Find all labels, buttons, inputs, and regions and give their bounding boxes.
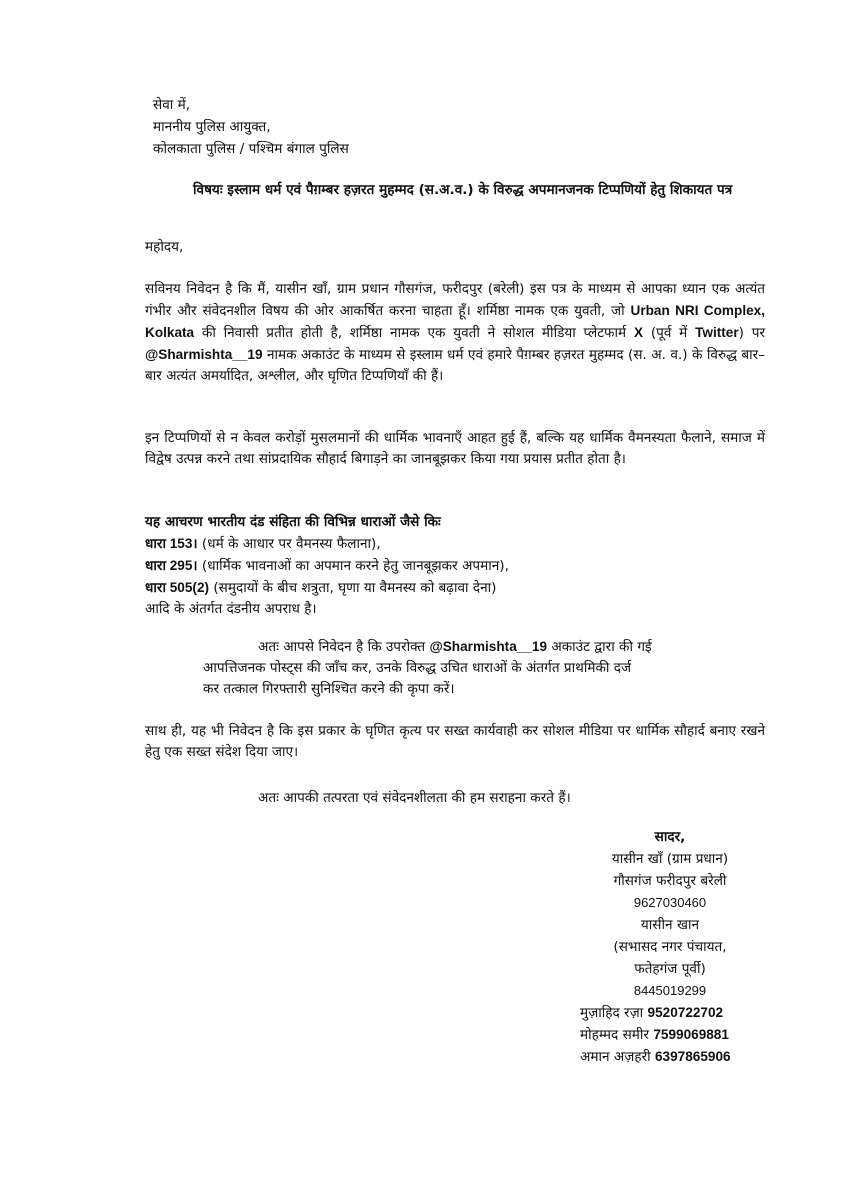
contact-name: अमान अज़हरी — [580, 1049, 655, 1065]
section-item — [145, 555, 765, 577]
signatory-phone: 8445019299 — [633, 983, 707, 998]
text-run: सविनय निवेदन है कि मैं, यासीन खाँ, ग्राम प्रधान गौसगंज, फरीदपुर (बरेली) इस पत्र के माध्यम से आपका ध्यान एक अत्यंत गंभीर और संवेदनशील विषय की ओर आकर्षित करना चाहता हूँ। शर्मिष्ठा नामक एक युवती, जो — [145, 281, 765, 319]
contact-line — [560, 1046, 780, 1068]
paragraph-impact: इन टिप्पणियों से न केवल करोड़ों मुसलमानों की धार्मिक भावनाएँ आहत हुई हैं, बल्कि यह धार्मिक वैमनस्यता फैलाने, समाज में विद्वेष उत्पन्न करने तथा सांप्रदायिक सौहार्द बिगाड़ने का जानबूझकर किया गया प्रयास प्रतीत होता है। — [145, 430, 765, 467]
contact-line — [560, 1024, 780, 1046]
paragraph-closing: अतः आपकी तत्परता एवं संवेदनशीलता की हम सराहना करते हैं। — [258, 790, 571, 806]
signatory-place: गौसगंज फरीदपुर बरेली — [613, 873, 727, 889]
signatory-role: फतेहगंज पूर्वी) — [634, 961, 706, 977]
request-line — [258, 636, 765, 658]
sections-heading: यह आचरण भारतीय दंड संहिता की विभिन्न धाराओं जैसे किः — [145, 514, 441, 530]
section-text: (धार्मिक भावनाओं का अपमान करने हेतु जानबूझकर अपमान), — [197, 558, 509, 574]
recipient-address — [153, 94, 349, 160]
section-text: (धर्म के आधार पर वैमनस्य फैलाना), — [197, 536, 381, 552]
paragraph-complaint — [145, 279, 765, 387]
signatory-phone: 9627030460 — [633, 895, 707, 910]
request-line: कर तत्काल गिरफ्तारी सुनिश्चित करने की कृपा करें। — [203, 681, 455, 697]
text-run: ) पर — [738, 325, 765, 341]
contact-phone: 6397865906 — [655, 1049, 731, 1064]
signature-block — [560, 826, 780, 1068]
section-text: (समुदायों के बीच शत्रुता, घृणा या वैमनस्य को बढ़ावा देना) — [209, 580, 497, 596]
section-item — [145, 577, 765, 599]
section-item — [145, 533, 765, 555]
address-line: कोलकाता पुलिस / पश्चिम बंगाल पुलिस — [153, 141, 349, 157]
contact-line — [560, 1002, 780, 1024]
contact-name: मोहम्मद समीर — [580, 1027, 654, 1043]
section-label: धारा 505(2) — [145, 580, 210, 595]
address-line: माननीय पुलिस आयुक्त, — [153, 119, 271, 135]
signatory-name: यासीन खान — [640, 917, 700, 933]
signatory-name: यासीन खाँ (ग्राम प्रधान) — [611, 851, 729, 867]
text-run: की निवासी प्रतीत होती है, शर्मिष्ठा नामक एक युवती ने सोशल मीडिया प्लेटफार्म — [194, 325, 634, 341]
text-run: अकाउंट द्वारा की गई — [547, 639, 652, 655]
contact-name: मुज़ाहिद रज़ा — [580, 1005, 648, 1021]
paragraph-action: साथ ही, यह भी निवेदन है कि इस प्रकार के घृणित कृत्य पर सख्त कार्यवाही कर सोशल मीडिया पर धार्मिक सौहार्द बनाए रखने हेतु एक सख्त संदेश दिया जाए। — [145, 723, 765, 760]
contact-phone: 7599069881 — [653, 1027, 729, 1042]
account-handle-bold: @Sharmishta__19 — [145, 347, 263, 362]
legal-sections — [145, 512, 765, 620]
request-line: आपत्तिजनक पोस्ट्स की जाँच कर, उनके विरुद्ध उचित धाराओं के अंतर्गत प्राथमिकी दर्ज — [203, 660, 632, 676]
salutation: महोदय, — [145, 239, 184, 255]
subject-line — [145, 180, 765, 200]
section-label: धारा 153। — [145, 536, 198, 551]
residence-bold: Urban NRI Complex, Kolkata — [145, 303, 765, 340]
paragraph-request — [203, 636, 765, 700]
signatory-role: (सभासद नगर पंचायत, — [613, 939, 727, 955]
text-run: (पूर्व में — [643, 325, 696, 341]
sections-footer: आदि के अंतर्गत दंडनीय अपराध है। — [145, 601, 317, 617]
text-run: अतः आपसे निवेदन है कि उपरोक्त — [258, 639, 430, 655]
account-handle-bold: @Sharmishta__19 — [429, 639, 548, 654]
platform-bold: X — [633, 325, 644, 340]
contact-phone: 9520722702 — [647, 1005, 724, 1020]
section-label: धारा 295। — [145, 558, 198, 573]
address-line: सेवा में, — [153, 97, 191, 113]
closing-word: सादर, — [654, 829, 686, 845]
subject-text: विषयः इस्लाम धर्म एवं पैग़म्बर हज़रत मुहम्मद (स.अ.व.) के विरुद्ध अपमानजनक टिप्पणियों हेतु शिकायत पत्र — [193, 182, 733, 198]
text-run: नामक अकाउंट के माध्यम से इस्लाम धर्म एवं हमारे पैग़म्बर हज़रत मुहम्मद (स. अ. व.) के विरुद्ध बार–बार अत्यंत अमर्यादित, अश्लील, और घृणित टिप्पणियाँ की हैं। — [145, 347, 765, 384]
platform-former-bold: Twitter — [695, 325, 739, 340]
